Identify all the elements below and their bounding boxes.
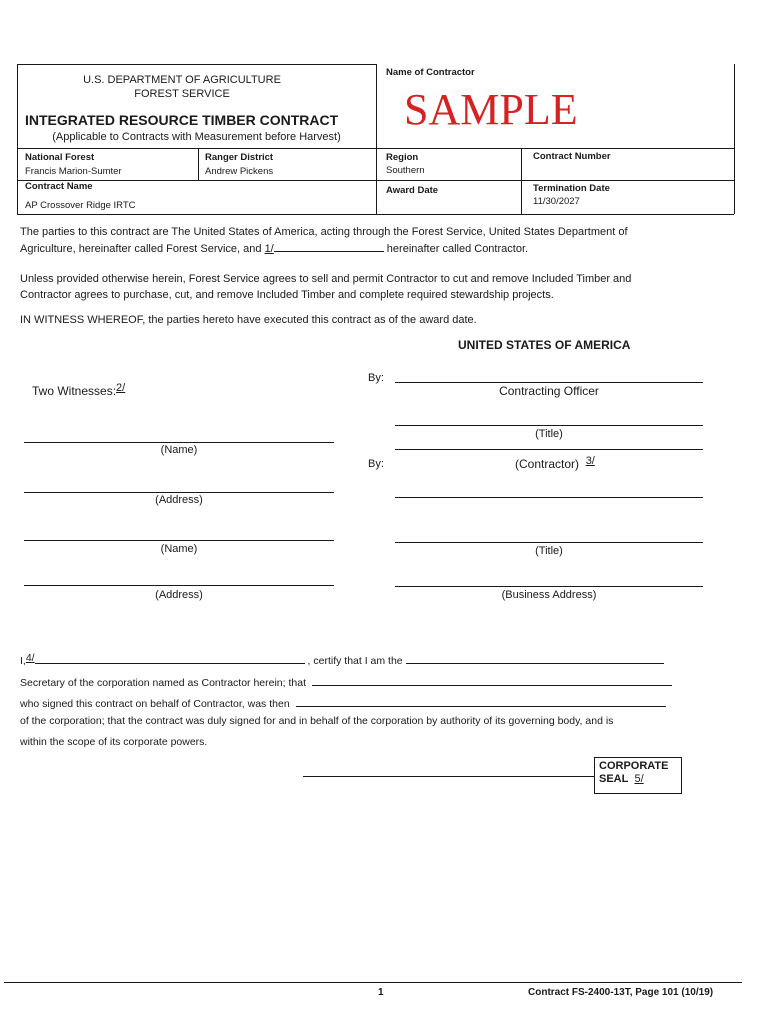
signer-title-blank[interactable] — [296, 695, 666, 707]
footnote-5: 5/ — [634, 773, 644, 785]
witness-1-address-label: (Address) — [155, 494, 203, 506]
contractor-name-blank — [274, 240, 384, 252]
region-value: Southern — [386, 165, 425, 176]
witness-2-name-label: (Name) — [160, 543, 198, 555]
agency-subname: FOREST SERVICE — [134, 88, 230, 100]
signer-name-blank[interactable] — [312, 674, 672, 686]
corporate-seal-box — [594, 757, 682, 794]
contractor-name-signature-line[interactable] — [395, 497, 703, 498]
agreement-line-2: Contractor agrees to purchase, cut, and remove Included Timber and complete required stewardship projects. — [20, 289, 554, 301]
witness-2-name-line[interactable] — [24, 540, 334, 541]
contracting-officer-signature-line[interactable] — [395, 382, 703, 383]
termination-date-value: 11/30/2027 — [533, 196, 580, 207]
region-label: Region — [386, 152, 419, 163]
witness-2-address-line[interactable] — [24, 585, 334, 586]
name-of-contractor-label: Name of Contractor — [386, 67, 475, 78]
certificate-line-3: who signed this contract on behalf of Contractor, was then — [20, 695, 740, 710]
business-address-label: (Business Address) — [501, 589, 597, 601]
ranger-district-value: Andrew Pickens — [205, 166, 274, 177]
contractor-signature-line[interactable] — [395, 449, 703, 450]
footer-rule — [4, 982, 742, 983]
two-witnesses-label: Two Witnesses:2/ — [32, 382, 126, 398]
witness-whereof-paragraph: IN WITNESS WHEREOF, the parties hereto have executed this contract as of the award date. — [20, 314, 477, 326]
agreement-line-1: Unless provided otherwise herein, Forest Service agrees to sell and permit Contractor to cut and remove Included Timber and — [20, 273, 632, 285]
termination-date-label: Termination Date — [533, 183, 610, 194]
parties-line-2: Agriculture, hereinafter called Forest Service, and 1/ hereinafter called Contractor. — [20, 240, 740, 257]
contract-name-value: AP Crossover Ridge IRTC — [25, 200, 136, 211]
ranger-district-label: Ranger District — [205, 152, 274, 163]
agency-name: U.S. DEPARTMENT OF AGRICULTURE — [83, 74, 281, 86]
certificate-line-2: Secretary of the corporation named as Contractor herein; that — [20, 674, 740, 689]
footnote-4: 4/ — [25, 652, 35, 664]
certificate-line-4: of the corporation; that the contract was duly signed for and in behalf of the corporation by authority of its governing body, and is — [20, 715, 614, 727]
officer-title-label: (Title) — [535, 428, 563, 440]
footnote-3: 3/ — [585, 455, 595, 467]
officer-title-line[interactable] — [395, 425, 703, 426]
contract-number-label: Contract Number — [533, 151, 611, 162]
applicability-note: (Applicable to Contracts with Measurement before Harvest) — [52, 131, 341, 143]
contractor-title-line[interactable] — [395, 542, 703, 543]
parties-paragraph — [20, 224, 740, 257]
usa-heading: UNITED STATES OF AMERICA — [458, 338, 631, 352]
national-forest-label: National Forest — [25, 152, 95, 163]
contracting-officer-label: Contracting Officer — [499, 384, 599, 398]
seal-label-line-1: CORPORATE — [599, 760, 669, 772]
contractor-label: (Contractor) 3/ — [515, 455, 595, 471]
by-label-contractor: By: — [368, 458, 384, 470]
witness-1-address-line[interactable] — [24, 492, 334, 493]
footnote-1: 1/ — [264, 243, 274, 255]
witness-2-address-label: (Address) — [155, 589, 203, 601]
award-date-label: Award Date — [386, 185, 439, 196]
business-address-line[interactable] — [395, 586, 703, 587]
page-number: 1 — [378, 987, 384, 998]
seal-label-line-2: SEAL 5/ — [599, 773, 644, 785]
agreement-paragraph — [20, 271, 740, 303]
by-label-usa: By: — [368, 372, 384, 384]
footnote-2: 2/ — [116, 382, 126, 394]
certificate-line-1: I,4/ , certify that I am the — [20, 652, 740, 667]
contract-title: INTEGRATED RESOURCE TIMBER CONTRACT — [25, 112, 339, 128]
national-forest-value: Francis Marion-Sumter — [25, 166, 122, 177]
witness-1-name-label: (Name) — [160, 444, 198, 456]
certificate-line-5: within the scope of its corporate powers. — [20, 736, 208, 748]
contractor-title-label: (Title) — [535, 545, 563, 557]
parties-line-1: The parties to this contract are The United States of America, acting through the Forest Service, United States Department of — [20, 226, 628, 238]
sample-watermark: SAMPLE — [404, 85, 578, 134]
witness-1-name-line[interactable] — [24, 442, 334, 443]
certifier-name-blank[interactable] — [35, 652, 305, 664]
certifier-signature-line[interactable] — [303, 776, 595, 777]
certifier-title-blank[interactable] — [406, 652, 664, 664]
contract-name-label: Contract Name — [25, 181, 93, 192]
form-identifier: Contract FS-2400-13T, Page 101 (10/19) — [528, 987, 714, 998]
